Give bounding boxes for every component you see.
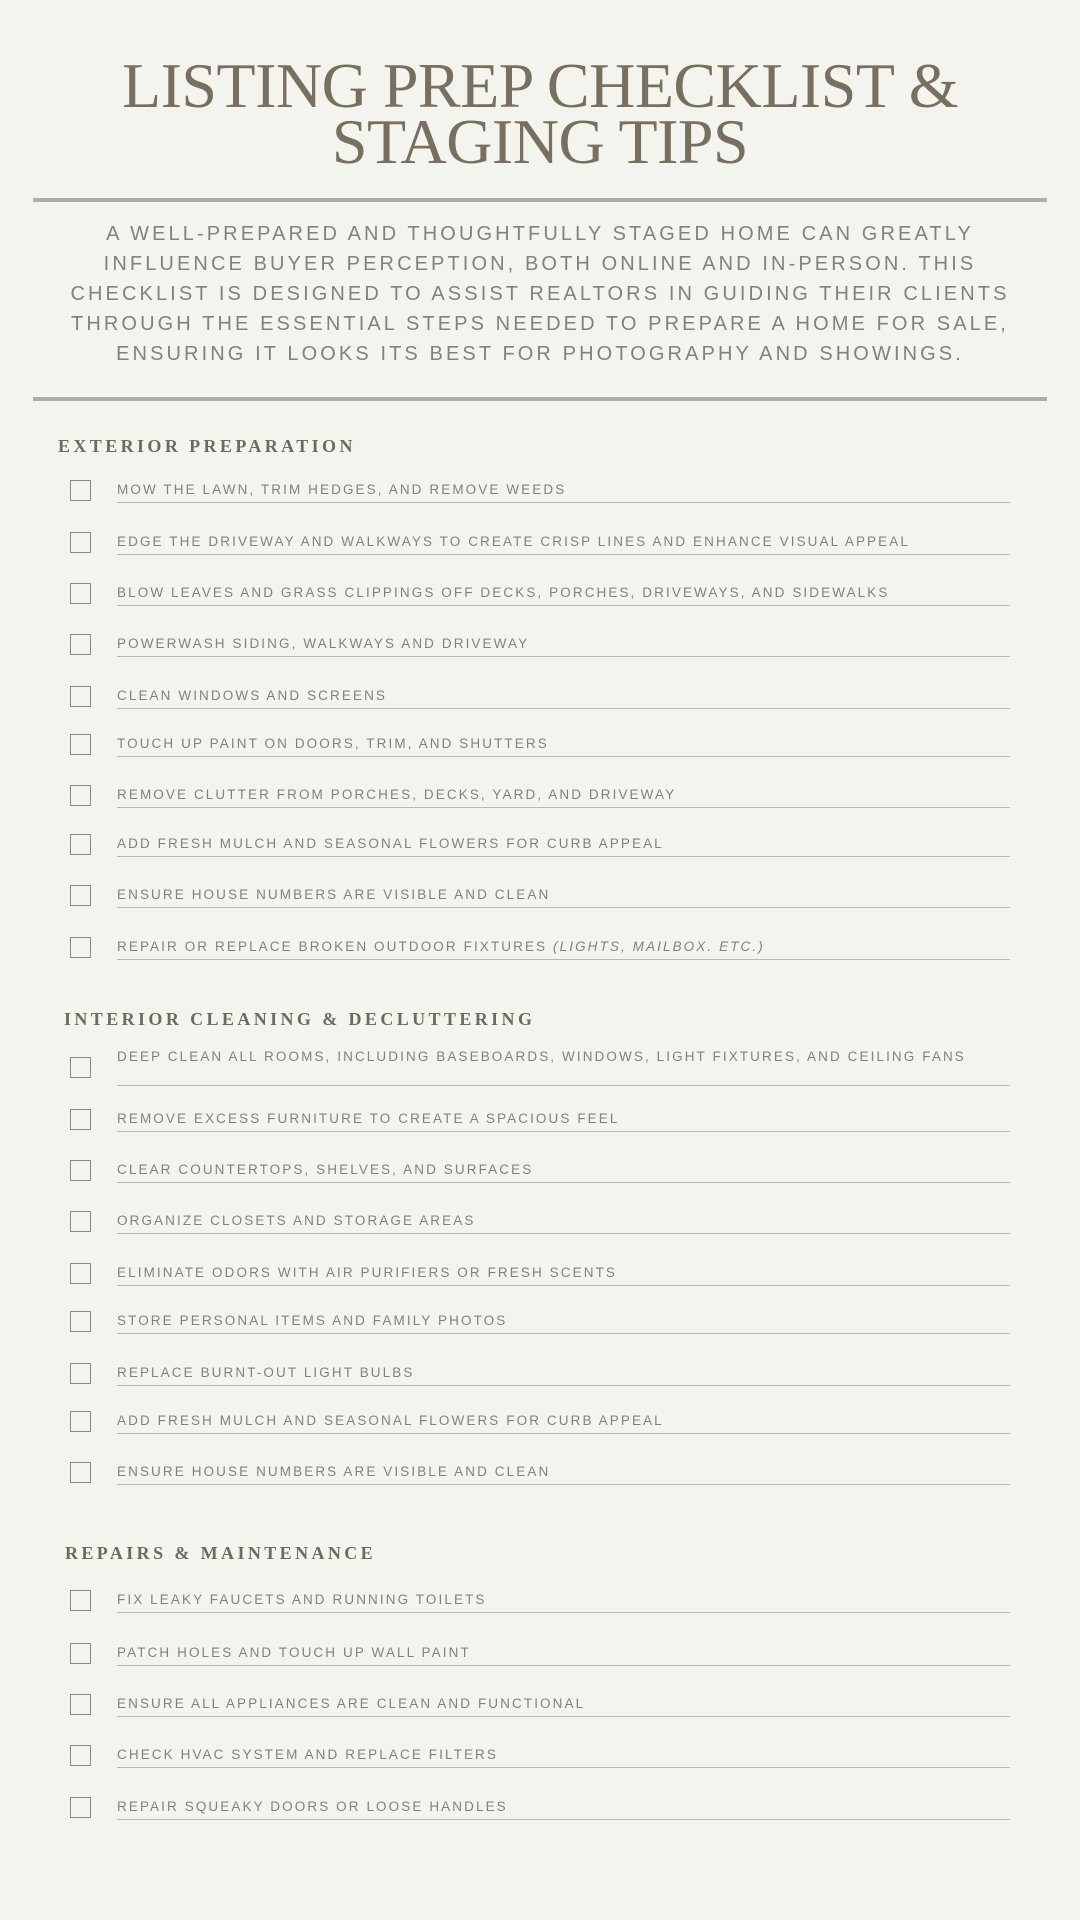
item-label: [117, 1592, 987, 1608]
item-label: [117, 1365, 987, 1381]
item-label: [117, 1162, 987, 1178]
item-label: [117, 1265, 987, 1281]
checkbox[interactable]: [70, 1311, 91, 1332]
item-text: TOUCH UP PAINT ON DOORS, TRIM, AND SHUTTERS: [117, 736, 549, 751]
checkbox[interactable]: [70, 532, 91, 553]
checkbox[interactable]: [70, 1160, 91, 1181]
checkbox[interactable]: [70, 785, 91, 806]
item-text: MOW THE LAWN, TRIM HEDGES, AND REMOVE WEEDS: [117, 482, 567, 497]
item-text: ORGANIZE CLOSETS AND STORAGE AREAS: [117, 1213, 476, 1228]
item-underline: [117, 959, 1010, 960]
item-underline: [117, 1182, 1010, 1183]
item-underline: [117, 1233, 1010, 1234]
checklist-item: [0, 1049, 1080, 1097]
checklist-item: [0, 885, 1080, 925]
item-underline: [117, 1085, 1010, 1086]
checkbox[interactable]: [70, 834, 91, 855]
item-underline: [117, 856, 1010, 857]
item-text: EDGE THE DRIVEWAY AND WALKWAYS TO CREATE CRISP LINES AND ENHANCE VISUAL APPEAL: [117, 534, 910, 549]
item-note: (LIGHTS, MAILBOX. ETC.): [553, 939, 765, 954]
item-label: [117, 736, 987, 752]
item-underline: [117, 1484, 1010, 1485]
item-text: CLEAR COUNTERTOPS, SHELVES, AND SURFACES: [117, 1162, 534, 1177]
item-label: [117, 836, 987, 852]
item-text: PATCH HOLES AND TOUCH UP WALL PAINT: [117, 1645, 471, 1660]
item-label: [117, 1696, 987, 1712]
item-text: ADD FRESH MULCH AND SEASONAL FLOWERS FOR CURB APPEAL: [117, 1413, 664, 1428]
item-text: REPAIR SQUEAKY DOORS OR LOOSE HANDLES: [117, 1799, 508, 1814]
item-label: [117, 585, 987, 601]
item-text: ADD FRESH MULCH AND SEASONAL FLOWERS FOR CURB APPEAL: [117, 836, 664, 851]
item-underline: [117, 756, 1010, 757]
checklist-item: [0, 532, 1080, 572]
item-underline: [117, 708, 1010, 709]
item-text: CHECK HVAC SYSTEM AND REPLACE FILTERS: [117, 1747, 499, 1762]
checklist-item: [0, 785, 1080, 825]
checklist-item: [0, 1462, 1080, 1502]
item-label: [117, 482, 987, 498]
item-label: [117, 636, 987, 652]
item-underline: [117, 1612, 1010, 1613]
checklist-item: [0, 1590, 1080, 1630]
item-label: [117, 887, 987, 903]
checklist-item: [0, 937, 1080, 977]
item-underline: [117, 1285, 1010, 1286]
item-label: [117, 1049, 987, 1065]
item-text: REMOVE EXCESS FURNITURE TO CREATE A SPACIOUS FEEL: [117, 1111, 620, 1126]
section-heading: EXTERIOR PREPARATION: [58, 436, 356, 456]
item-text: FIX LEAKY FAUCETS AND RUNNING TOILETS: [117, 1592, 487, 1607]
checklist-item: [0, 634, 1080, 674]
item-label: [117, 1413, 987, 1429]
item-text: POWERWASH SIDING, WALKWAYS AND DRIVEWAY: [117, 636, 530, 651]
item-label: [117, 1464, 987, 1480]
item-underline: [117, 554, 1010, 555]
checklist-item: [0, 1160, 1080, 1200]
checklist-item: [0, 1694, 1080, 1734]
item-label: [117, 1747, 987, 1763]
checkbox[interactable]: [70, 1411, 91, 1432]
item-label: [117, 939, 987, 955]
item-text: BLOW LEAVES AND GRASS CLIPPINGS OFF DECKS, PORCHES, DRIVEWAYS, AND SIDEWALKS: [117, 585, 890, 600]
item-underline: [117, 1767, 1010, 1768]
item-underline: [117, 502, 1010, 503]
item-underline: [117, 1385, 1010, 1386]
checkbox[interactable]: [70, 686, 91, 707]
checkbox[interactable]: [70, 1745, 91, 1766]
checkbox[interactable]: [70, 1109, 91, 1130]
checklist-item: [0, 583, 1080, 623]
item-underline: [117, 907, 1010, 908]
checkbox[interactable]: [70, 634, 91, 655]
item-underline: [117, 1819, 1010, 1820]
section-heading: REPAIRS & MAINTENANCE: [65, 1543, 377, 1563]
item-underline: [117, 807, 1010, 808]
bottom-divider: [33, 397, 1047, 401]
checkbox[interactable]: [70, 1643, 91, 1664]
checkbox[interactable]: [70, 1797, 91, 1818]
item-underline: [117, 1131, 1010, 1132]
checkbox[interactable]: [70, 1462, 91, 1483]
checkbox[interactable]: [70, 937, 91, 958]
checkbox[interactable]: [70, 1211, 91, 1232]
checkbox[interactable]: [70, 1057, 91, 1078]
checklist-item: [0, 1745, 1080, 1785]
item-text: REMOVE CLUTTER FROM PORCHES, DECKS, YARD, AND DRIVEWAY: [117, 787, 677, 802]
item-text: REPLACE BURNT-OUT LIGHT BULBS: [117, 1365, 415, 1380]
item-text: ENSURE HOUSE NUMBERS ARE VISIBLE AND CLEAN: [117, 1464, 551, 1479]
checklist-item: [0, 1109, 1080, 1149]
item-underline: [117, 1665, 1010, 1666]
item-label: [117, 1645, 987, 1661]
item-label: [117, 688, 987, 704]
item-underline: [117, 1333, 1010, 1334]
checkbox[interactable]: [70, 583, 91, 604]
checkbox[interactable]: [70, 734, 91, 755]
item-label: [117, 1313, 987, 1329]
checkbox[interactable]: [70, 480, 91, 501]
checklist-item: [0, 480, 1080, 520]
item-text: DEEP CLEAN ALL ROOMS, INCLUDING BASEBOARDS, WINDOWS, LIGHT FIXTURES, AND CEILING FANS: [117, 1049, 966, 1064]
checkbox[interactable]: [70, 885, 91, 906]
item-label: [117, 1799, 987, 1815]
item-label: [117, 1111, 987, 1127]
checklist-item: [0, 1311, 1080, 1351]
checklist-item: [0, 1411, 1080, 1451]
checklist-item: [0, 1797, 1080, 1837]
intro-text: A WELL-PREPARED AND THOUGHTFULLY STAGED HOME CAN GREATLY INFLUENCE BUYER PERCEPTION, BOTH ONLINE AND IN-PERSON. THIS CHECKLIST IS DESIGNED TO ASSIST REALTORS IN GUIDING THEIR CLIENTS THROUGH THE ESSENTIAL STEPS NEEDED TO PREPARE A HOME FOR SALE, ENSURING IT LOOKS ITS BEST FOR PHOTOGRAPHY AND SHOWINGS.: [70, 223, 1010, 365]
item-underline: [117, 1433, 1010, 1434]
item-underline: [117, 605, 1010, 606]
item-label: [117, 1213, 987, 1229]
item-text: ENSURE HOUSE NUMBERS ARE VISIBLE AND CLEAN: [117, 887, 551, 902]
item-label: [117, 534, 987, 550]
checklist-item: [0, 686, 1080, 726]
checklist-item: [0, 834, 1080, 874]
checkbox[interactable]: [70, 1363, 91, 1384]
top-divider: [33, 198, 1047, 202]
checklist-item: [0, 1363, 1080, 1403]
item-text: ENSURE ALL APPLIANCES ARE CLEAN AND FUNCTIONAL: [117, 1696, 586, 1711]
item-text: STORE PERSONAL ITEMS AND FAMILY PHOTOS: [117, 1313, 508, 1328]
checklist-item: [0, 1263, 1080, 1303]
page-title: LISTING PREP CHECKLIST & STAGING TIPS: [121, 50, 959, 177]
item-text: ELIMINATE ODORS WITH AIR PURIFIERS OR FRESH SCENTS: [117, 1265, 618, 1280]
item-label: [117, 787, 987, 803]
checklist-item: [0, 1211, 1080, 1251]
item-text: REPAIR OR REPLACE BROKEN OUTDOOR FIXTURES: [117, 939, 548, 954]
checkbox[interactable]: [70, 1263, 91, 1284]
checkbox[interactable]: [70, 1590, 91, 1611]
item-underline: [117, 656, 1010, 657]
item-underline: [117, 1716, 1010, 1717]
section-heading: INTERIOR CLEANING & DECLUTTERING: [64, 1009, 536, 1029]
checklist-item: [0, 1643, 1080, 1683]
item-text: CLEAN WINDOWS AND SCREENS: [117, 688, 388, 703]
checkbox[interactable]: [70, 1694, 91, 1715]
checklist-item: [0, 734, 1080, 774]
